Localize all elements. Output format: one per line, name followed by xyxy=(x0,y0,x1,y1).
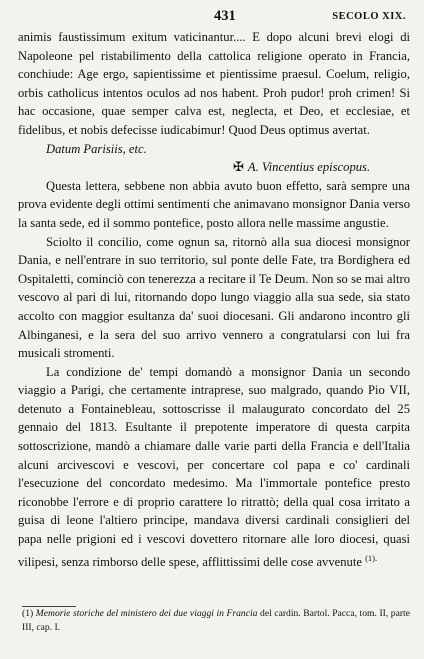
footnote xyxy=(22,604,410,635)
page-header xyxy=(18,6,410,28)
paragraph-4-text: La condizione de' tempi domandò a monsignor Dania un secondo viaggio a Parigi, che certamente intraprese, suo malgrado, quando Pio VII, detenuto a Fontainebleau, sottoscrisse il malaugurato concordato del 25 gennaio del 1813. Esultante il prepotente imperatore di questa carpita sottoscrizione, mandò a chiamare dalle varie parti della Francia e dell'Italia alcuni arcivescovi e vescovi, per concertare col papa e co' cardinali l'esecuzione del concordato medesimo. Ma l'immortale pontefice presto riconobbe l'errore e di proprio carattere lo ritrattò; della qual cosa irritato a guisa di leone l'altiero principe, mandava diversi cardinali consiglieri del papa nelle prigioni ed i vescovi dovettero ritornare alle loro diocesi, quasi vilipesi, senza rimborso delle spese, afflittissimi delle cose avvenute xyxy=(18,364,410,569)
running-head: SECOLO XIX. xyxy=(332,11,406,22)
page-number: 431 xyxy=(214,8,236,24)
paragraph-3: Sciolto il concilio, come ognun sa, ritornò alla sua diocesi monsignor Dania, e nell'entrare in suo territorio, sul ponte delle Fate, tra Bordighera ed Ospitaletti, cominciò con tenerezza a recitare il Te Deum. Non so se mai altro vescovo al pari di lui, ritornando dopo lungo viaggio alla sua sede, sia stato accolto con maggior esultanza da' suoi diocesani. Gli andarono incontro gli Albinganesi, e la sera del suo arrivo vennero a congratularsi con lui fra musicali stromenti. xyxy=(18,234,410,361)
footnote-reference: (1). xyxy=(365,552,378,563)
body-text xyxy=(18,28,410,571)
footnote-rule xyxy=(22,606,76,607)
footnote-citation: del cardin. Bartol. Pacca, tom. II, parte III, cap. I. xyxy=(22,608,410,633)
paragraph-letter-excerpt: animis faustissimum exitum vaticinantur.... E dopo alcuni brevi elogi di Napoleone pel ristabilimento della cattolica religione operato in Francia, conchiude: Age ergo, sapientissime et pientissime praesul. Coelum, religio, orbis catholicus intentos oculos ad nos habent. Proh pudor! proh crimen! Si hac occasione, quae semper calva est, neglecta, et Deo, et ecclesiae, et fidelibus, et nobis defecisse iudicabimur! Quod Deus optimus avertat. xyxy=(18,30,410,137)
paragraph-2: Questa lettera, sebbene non abbia avuto buon effetto, sarà sempre una prova evidente degli ottimi sentimenti che animavano monsignor Dania verso la santa sede, ed il sommo pontefice, posto allora nelle massime angustie. xyxy=(18,178,410,230)
paragraph-4 xyxy=(18,363,410,572)
letter-date-line: Datum Parisiis, etc. xyxy=(46,141,147,156)
footnote-work-title: Memorie storiche del ministero dei due viaggi in Francia xyxy=(35,608,258,619)
cross-icon: ✠ xyxy=(233,159,244,175)
signature-text: A. Vincentius episcopus. xyxy=(247,160,371,175)
footnote-mark: (1) xyxy=(22,608,34,619)
letter-signature xyxy=(18,158,410,177)
